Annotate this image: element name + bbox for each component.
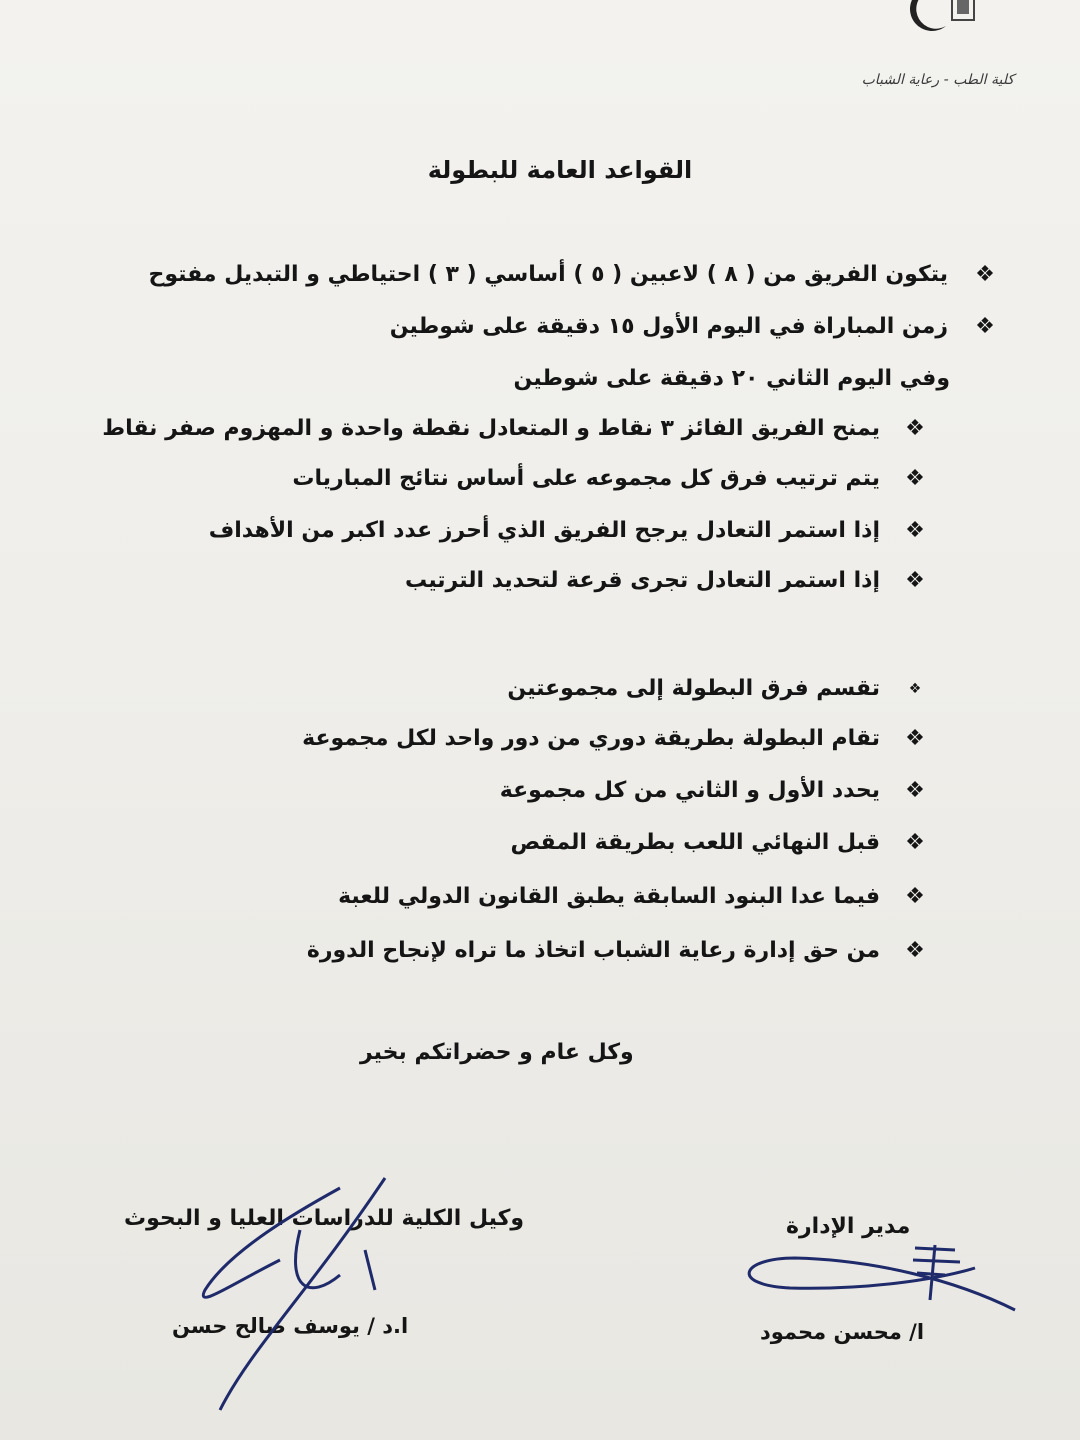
rule-item [507,676,930,701]
diamond-bullet-icon: ❖ [905,884,925,909]
rule-item [302,726,930,751]
rule-item [405,568,930,593]
rule-continuation: وفي اليوم الثاني ٢٠ دقيقة على شوطين [513,366,950,391]
document-title-text: القواعد العامة للبطولة [427,156,693,184]
rule-item [102,416,930,441]
rule-text: فيما عدا البنود السابقة يطبق القانون الدولي للعبة [338,884,880,909]
faculty-header-line: كلية الطب - رعاية الشباب [861,72,1014,88]
department-director-signature-icon [735,1240,1025,1320]
diamond-bullet-icon: ❖ [905,726,925,751]
diamond-bullet-icon: ❖ [975,314,995,339]
rule-item [500,778,930,803]
diamond-bullet-icon: ❖ [975,262,995,287]
rule-text: يتكون الفريق من ( ٨ ) لاعبين ( ٥ ) أساسي ( ٣ ) احتياطي و التبديل مفتوح [148,262,948,287]
diamond-bullet-icon: ❖ [905,466,925,491]
rule-item [338,884,930,909]
rule-item [511,830,930,855]
rule-text: قبل النهائي اللعب بطريقة المقص [510,830,880,855]
rule-text: تقسم فرق البطولة إلى مجموعتين [507,676,880,701]
diamond-bullet-icon: ❖ [905,568,925,593]
rule-item [307,938,930,963]
diamond-bullet-icon: ❖ [905,830,925,855]
vice-dean-signature-icon [190,1170,430,1410]
rule-item [292,466,930,491]
rule-text: يحدد الأول و الثاني من كل مجموعة [499,778,880,803]
diamond-bullet-icon: ❖ [905,416,925,441]
department-director-title: مدير الإدارة [786,1214,911,1239]
vice-dean-title: وكيل الكلية للدراسات العليا و البحوث [124,1206,525,1231]
diamond-bullet-icon: ❖ [905,778,925,803]
rule-text: يمنح الفريق الفائز ٣ نقاط و المتعادل نقطة واحدة و المهزوم صفر نقاط [102,416,880,441]
rule-item [390,314,1000,339]
faculty-logo-icon [900,0,980,36]
rule-item [148,262,1000,287]
rule-text: من حق إدارة رعاية الشباب اتخاذ ما تراه لإنجاح الدورة [306,938,880,963]
rule-text: زمن المباراة في اليوم الأول ١٥ دقيقة على شوطين [389,314,948,339]
diamond-bullet-icon: ❖ [908,680,922,697]
rule-text: إذا استمر التعادل يرجح الفريق الذي أحرز عدد اكبر من الأهداف [208,518,880,543]
diamond-bullet-icon: ❖ [905,518,925,543]
department-director-name: ا/ محسن محمود [760,1320,925,1344]
document-title [0,156,1080,184]
rule-item [209,518,930,543]
rule-text: تقام البطولة بطريقة دوري من دور واحد لكل مجموعة [302,726,880,751]
rule-text: إذا استمر التعادل تجرى قرعة لتحديد الترتيب [405,568,880,593]
vice-dean-name: ا.د / يوسف صالح حسن [172,1314,409,1338]
rule-text: يتم ترتيب فرق كل مجموعه على أساس نتائج المباريات [292,466,880,491]
diamond-bullet-icon: ❖ [905,938,925,963]
closing-greeting: وكل عام و حضراتكم بخير [360,1040,634,1065]
